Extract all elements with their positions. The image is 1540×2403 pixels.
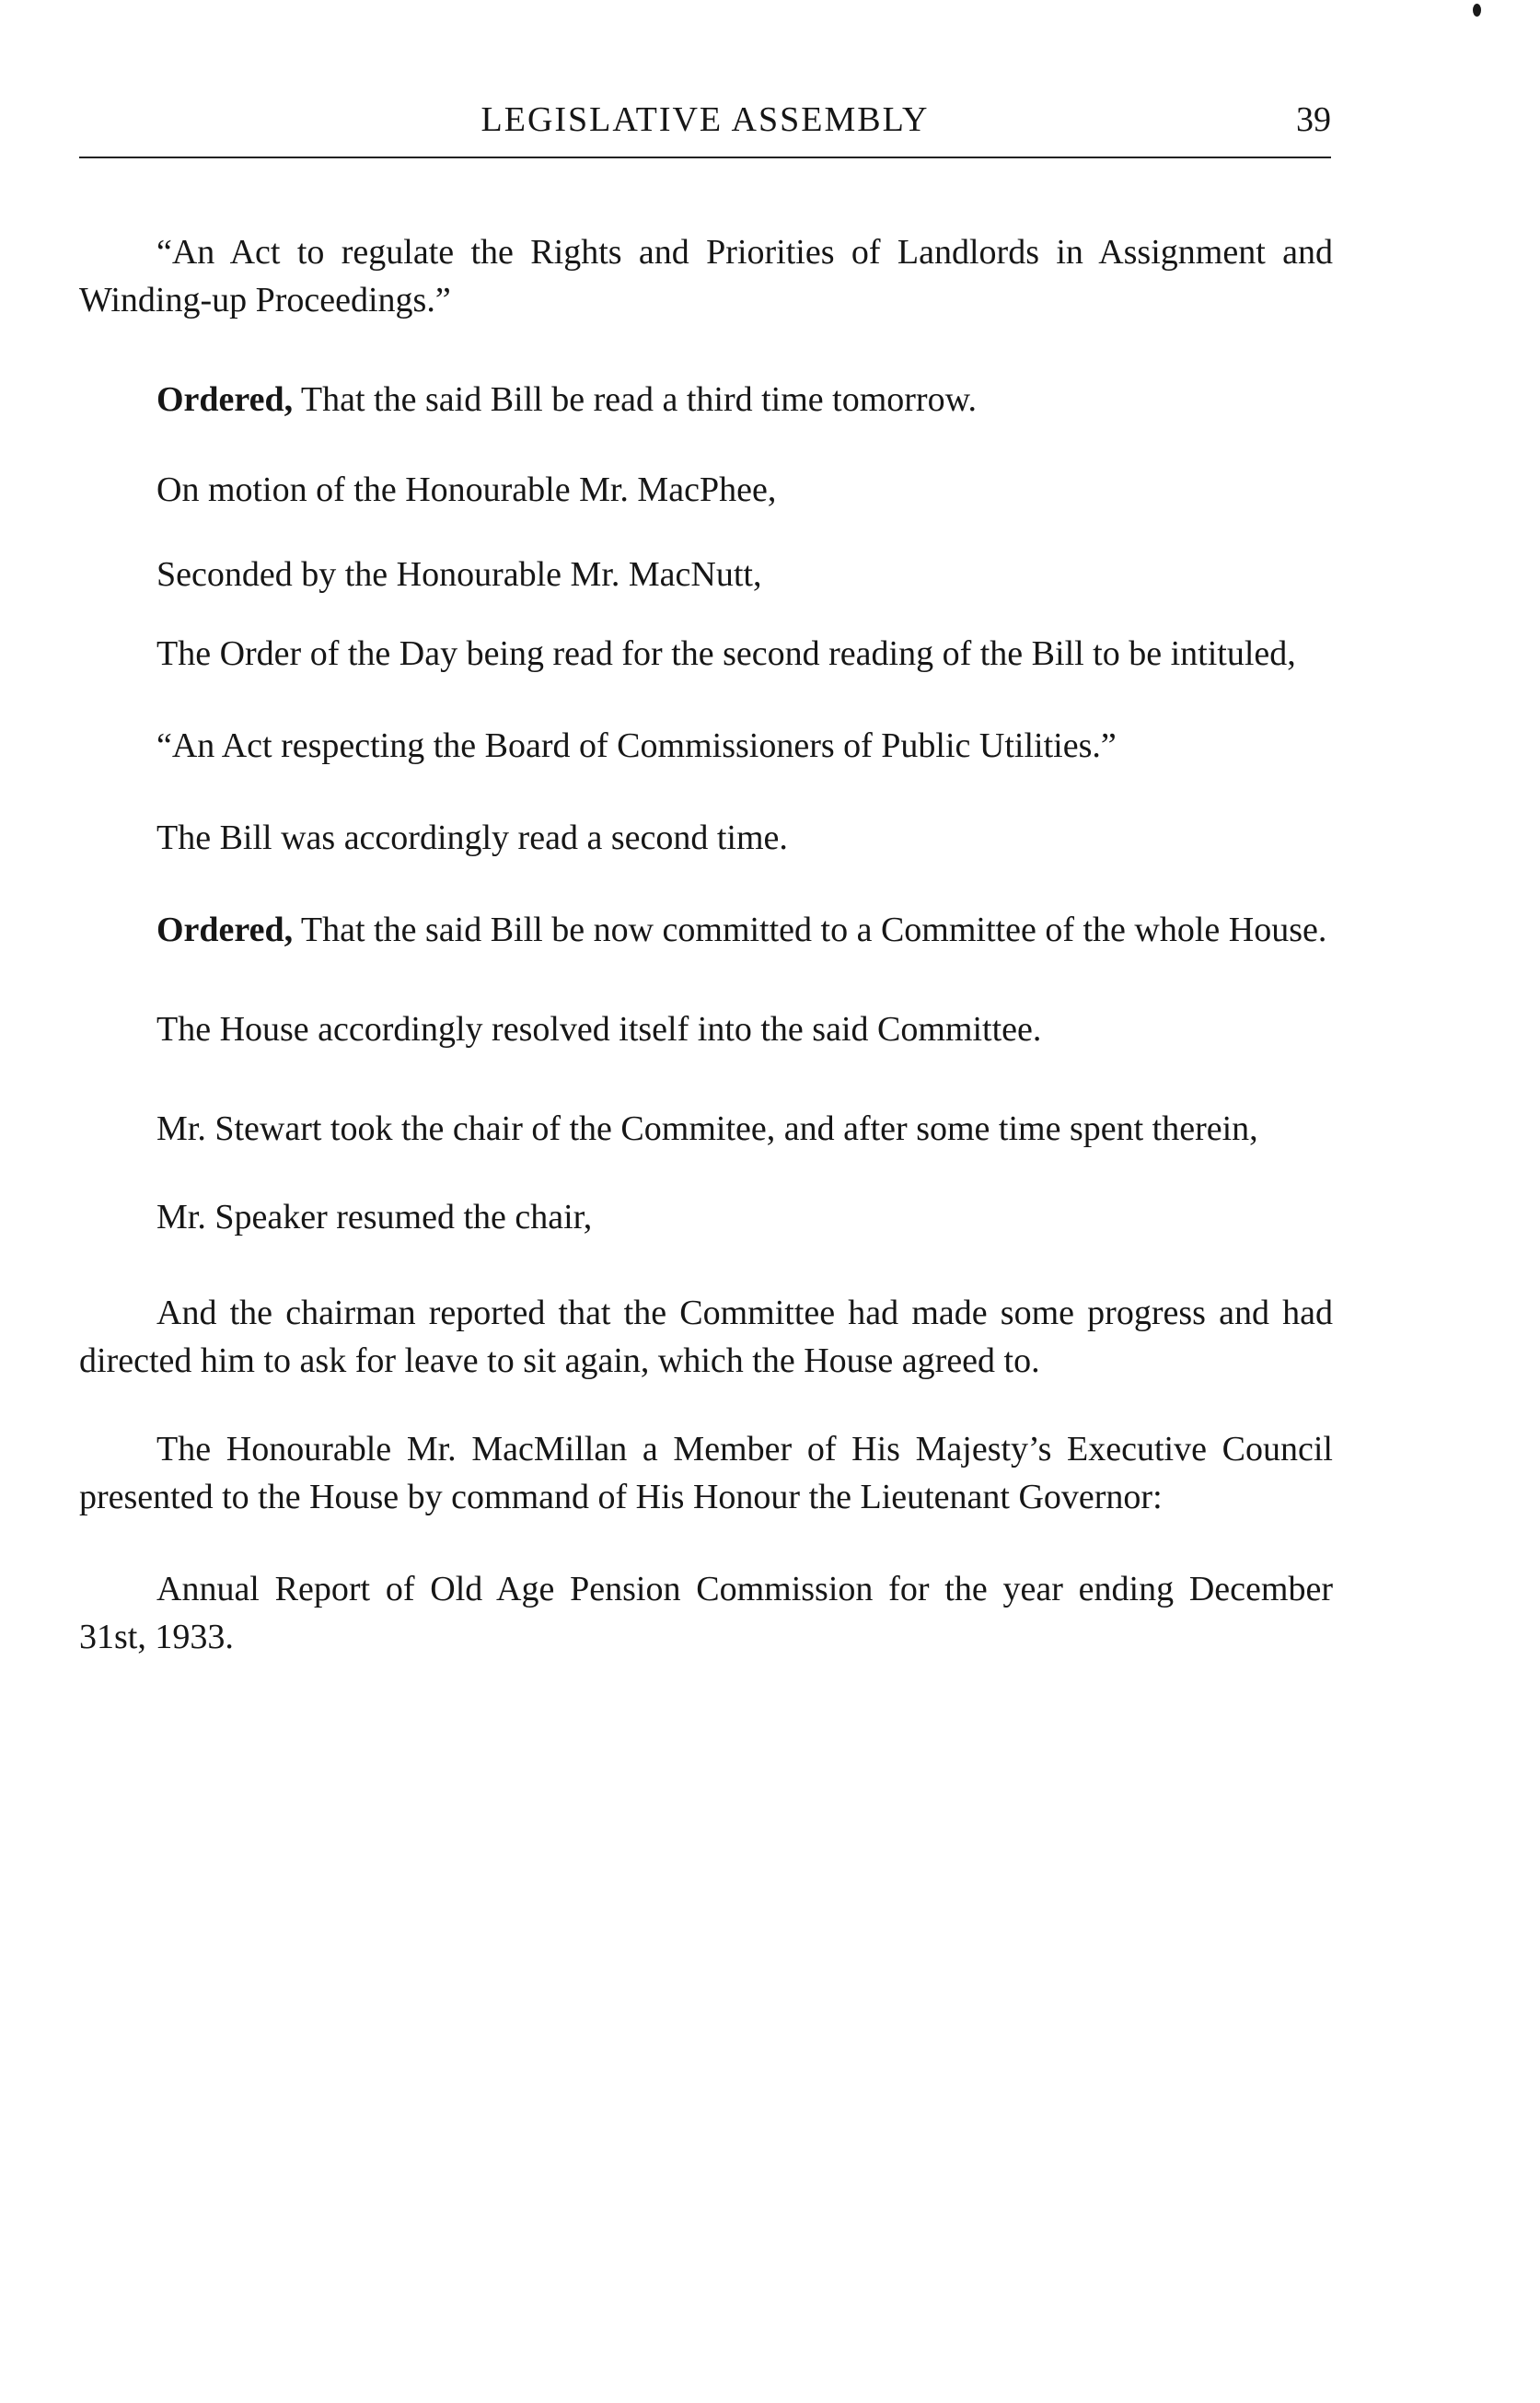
speaker-resumed: Mr. Speaker resumed the chair, [156, 1198, 593, 1236]
body-text [79, 228, 1333, 1661]
committee-chair: Mr. Stewart took the chair of the Commitee, and after some time spent therein, [156, 1109, 1258, 1148]
chairman-report: And the chairman reported that the Committee had made some progress and had directed him to ask for leave to sit again, which the House agreed to. [79, 1294, 1333, 1380]
bill-title-landlords: “An Act to regulate the Rights and Priorities of Landlords in Assignment and Winding-up Proceedings.” [79, 233, 1333, 319]
running-header [79, 92, 1331, 158]
motion-seconder: Seconded by the Honourable Mr. MacNutt, [156, 555, 762, 594]
order-of-day: The Order of the Day being read for the second reading of the Bill to be intituled, [156, 634, 1296, 673]
ordered-lead: Ordered, [156, 911, 294, 949]
order-committee [79, 906, 1333, 954]
report-presentation: The Honourable Mr. MacMillan a Member of His Majesty’s Executive Council presented to the House by command of His Honour the Lieutenant Governor: [79, 1430, 1333, 1516]
running-title: LEGISLATIVE ASSEMBLY [481, 100, 930, 139]
order-text: That the said Bill be read a third time tomorrow. [293, 380, 978, 419]
second-reading-statement: The Bill was accordingly read a second time. [156, 818, 788, 857]
scan-speck [1473, 4, 1481, 17]
motion-mover: On motion of the Honourable Mr. MacPhee, [156, 470, 777, 509]
order-text: That the said Bill be now committed to a Committee of the whole House. [293, 911, 1327, 949]
bill-title-public-utilities: “An Act respecting the Board of Commissioners of Public Utilities.” [156, 726, 1117, 765]
annual-report-title: Annual Report of Old Age Pension Commission for the year ending December 31st, 1933. [79, 1570, 1333, 1656]
order-third-reading [79, 376, 1333, 424]
house-resolved: The House accordingly resolved itself into the said Committee. [156, 1010, 1042, 1049]
ordered-lead: Ordered, [156, 380, 294, 419]
page-number: 39 [1296, 100, 1331, 139]
